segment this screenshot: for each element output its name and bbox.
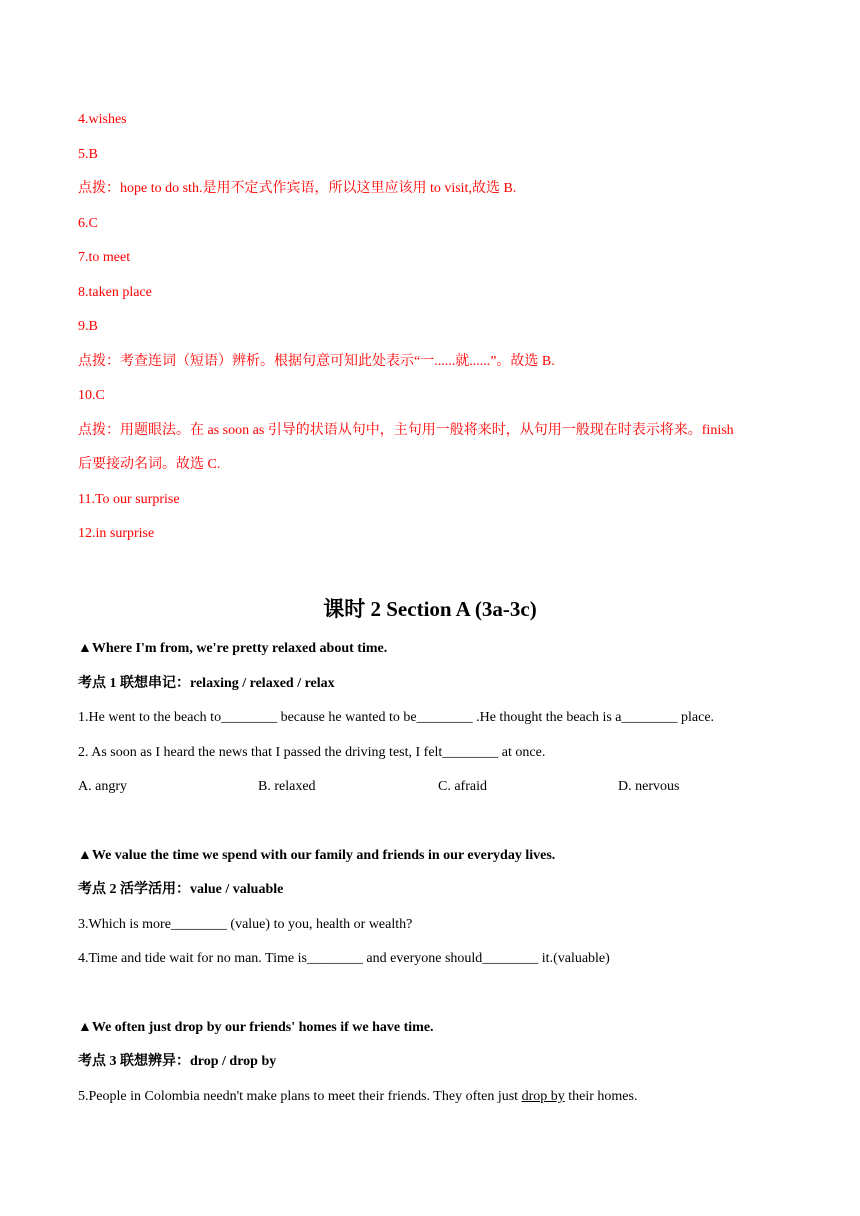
question-text: their homes. xyxy=(564,1089,638,1104)
answer-line: 6.C xyxy=(78,216,98,231)
key-sentence: ▲Where I'm from, we're pretty relaxed about time. xyxy=(78,641,388,656)
question-text: 5.People in Colombia needn't make plans to meet their friends. They often just xyxy=(78,1089,522,1104)
answer-line: 4.wishes xyxy=(78,112,127,127)
answer-line: 5.B xyxy=(78,147,98,162)
option-c: C. afraid xyxy=(438,779,487,794)
answer-explanation: 点拨：考查连词（短语）辨析。根据句意可知此处表示“一......就......”。故选 B. xyxy=(78,354,555,369)
key-sentence: ▲We often just drop by our friends' homes if we have time. xyxy=(78,1020,434,1035)
answer-explanation: 点拨：hope to do sth.是用不定式作宾语，所以这里应该用 to visit,故选 B. xyxy=(78,181,517,196)
answer-line: 11.To our surprise xyxy=(78,492,180,507)
exam-point: 考点 3 联想辨异：drop / drop by xyxy=(78,1054,277,1069)
answer-explanation: 后要接动名词。故选 C. xyxy=(78,457,221,472)
option-d: D. nervous xyxy=(618,779,680,794)
underlined-phrase: drop by xyxy=(521,1089,565,1104)
answer-line: 7.to meet xyxy=(78,250,131,265)
exam-point: 考点 2 活学活用：value / valuable xyxy=(78,882,284,897)
answer-line: 10.C xyxy=(78,388,105,403)
section-title: 课时 2 Section A (3a-3c) xyxy=(323,597,537,621)
answer-line: 8.taken place xyxy=(78,285,152,300)
key-sentence: ▲We value the time we spend with our family and friends in our everyday lives. xyxy=(78,848,556,863)
question xyxy=(78,1088,637,1106)
answer-explanation: 点拨：用题眼法。在 as soon as 引导的状语从句中，主句用一般将来时，从句用一般现在时表示将来。finish xyxy=(78,423,734,438)
option-a: A. angry xyxy=(78,779,127,794)
question: 2. As soon as I heard the news that I passed the driving test, I felt________ at once. xyxy=(78,745,546,760)
answer-line: 9.B xyxy=(78,319,98,334)
question: 1.He went to the beach to________ because he wanted to be________ .He thought the beach is a________ place. xyxy=(78,710,715,725)
exam-point: 考点 1 联想串记：relaxing / relaxed / relax xyxy=(78,676,335,691)
answer-line: 12.in surprise xyxy=(78,526,155,541)
option-b: B. relaxed xyxy=(258,779,316,794)
question: 4.Time and tide wait for no man. Time is________ and everyone should________ it.(valuable) xyxy=(78,951,610,966)
question: 3.Which is more________ (value) to you, health or wealth? xyxy=(78,917,413,932)
